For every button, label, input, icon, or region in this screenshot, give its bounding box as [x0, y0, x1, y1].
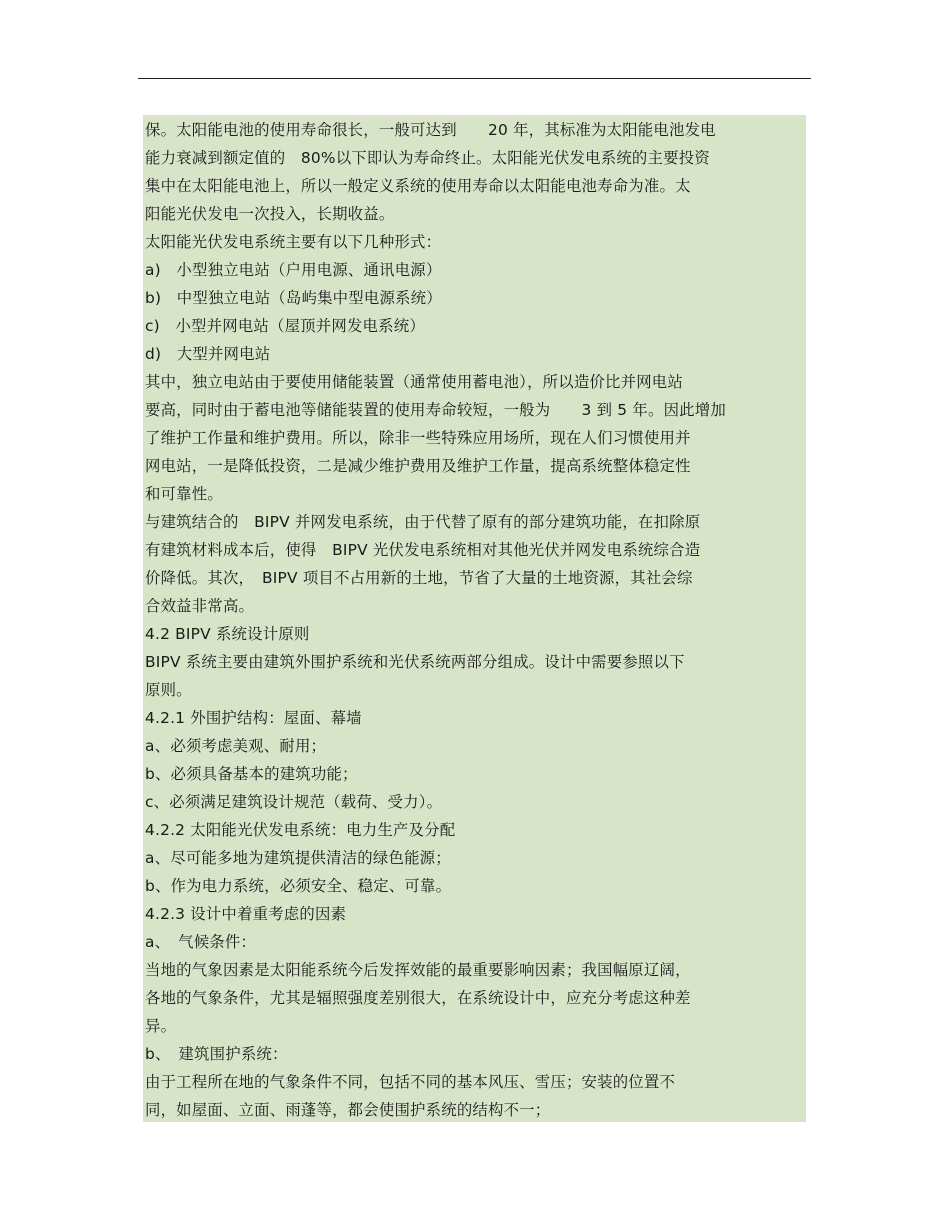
text-line: 其中，独立电站由于要使用储能装置（通常使用蓄电池），所以造价比并网电站 — [145, 373, 683, 391]
list-item: b、必须具备基本的建筑功能； — [145, 765, 358, 783]
text-line: BIPV 系统主要由建筑外围护系统和光伏系统两部分组成。设计中需要参照以下 — [145, 653, 685, 671]
section-heading: 4.2 BIPV 系统设计原则 — [145, 625, 310, 643]
text-line: 有建筑材料成本后，使得 BIPV 光伏发电系统相对其他光伏并网发电系统综合造 — [145, 541, 701, 559]
list-item: b、 建筑围护系统： — [145, 1045, 288, 1063]
text-line: 同，如屋面、立面、雨蓬等，都会使围护系统的结构不一； — [145, 1101, 551, 1119]
text-line: 价降低。其次， BIPV 项目不占用新的土地，节省了大量的土地资源，其社会综 — [145, 569, 693, 587]
list-item: b) 中型独立电站（岛屿集中型电源系统） — [145, 289, 442, 307]
subsection-heading: 4.2.2 太阳能光伏发电系统：电力生产及分配 — [145, 821, 456, 839]
list-item: c、必须满足建筑设计规范（载荷、受力）。 — [145, 793, 443, 811]
header-rule — [138, 78, 811, 79]
text-line: 与建筑结合的 BIPV 并网发电系统，由于代替了原有的部分建筑功能，在扣除原 — [145, 513, 701, 531]
list-item: d) 大型并网电站 — [145, 345, 271, 363]
text-line: 了维护工作量和维护费用。所以，除非一些特殊应用场所，现在人们习惯使用并 — [145, 429, 691, 447]
list-item: a、 气候条件： — [145, 933, 257, 951]
list-item: b、作为电力系统，必须安全、稳定、可靠。 — [145, 877, 452, 895]
list-item: c) 小型并网电站（屋顶并网发电系统） — [145, 317, 425, 335]
subsection-heading: 4.2.1 外围护结构：屋面、幕墙 — [145, 709, 362, 727]
text-line: 网电站，一是降低投资，二是减少维护费用及维护工作量，提高系统整体稳定性 — [145, 457, 691, 475]
text-line: 异。 — [145, 1017, 177, 1035]
text-line: 和可靠性。 — [145, 485, 223, 503]
text-line: 保。太阳能电池的使用寿命很长，一般可达到 20 年，其标准为太阳能电池发电 — [145, 121, 716, 139]
list-item: a、尽可能多地为建筑提供清洁的绿色能源； — [145, 849, 451, 867]
highlighted-text-block — [143, 115, 806, 1122]
text-line: 要高，同时由于蓄电池等储能装置的使用寿命较短，一般为 3 到 5 年。因此增加 — [145, 401, 726, 419]
text-line: 当地的气象因素是太阳能系统今后发挥效能的最重要影响因素；我国幅原辽阔， — [145, 961, 691, 979]
text-line: 各地的气象条件，尤其是辐照强度差别很大，在系统设计中，应充分考虑这种差 — [145, 989, 691, 1007]
list-item: a、必须考虑美观、耐用； — [145, 737, 327, 755]
text-line: 原则。 — [145, 681, 192, 699]
text-line: 集中在太阳能电池上，所以一般定义系统的使用寿命以太阳能电池寿命为准。太 — [145, 177, 691, 195]
text-line: 能力衰减到额定值的 80%以下即认为寿命终止。太阳能光伏发电系统的主要投资 — [145, 149, 710, 167]
subsection-heading: 4.2.3 设计中着重考虑的因素 — [145, 905, 347, 923]
list-item: a) 小型独立电站（户用电源、通讯电源） — [145, 261, 442, 279]
text-line: 由于工程所在地的气象条件不同，包括不同的基本风压、雪压；安装的位置不 — [145, 1073, 676, 1091]
text-line: 太阳能光伏发电系统主要有以下几种形式： — [145, 233, 442, 251]
text-line: 合效益非常高。 — [145, 597, 255, 615]
text-line: 阳能光伏发电一次投入，长期收益。 — [145, 205, 395, 223]
